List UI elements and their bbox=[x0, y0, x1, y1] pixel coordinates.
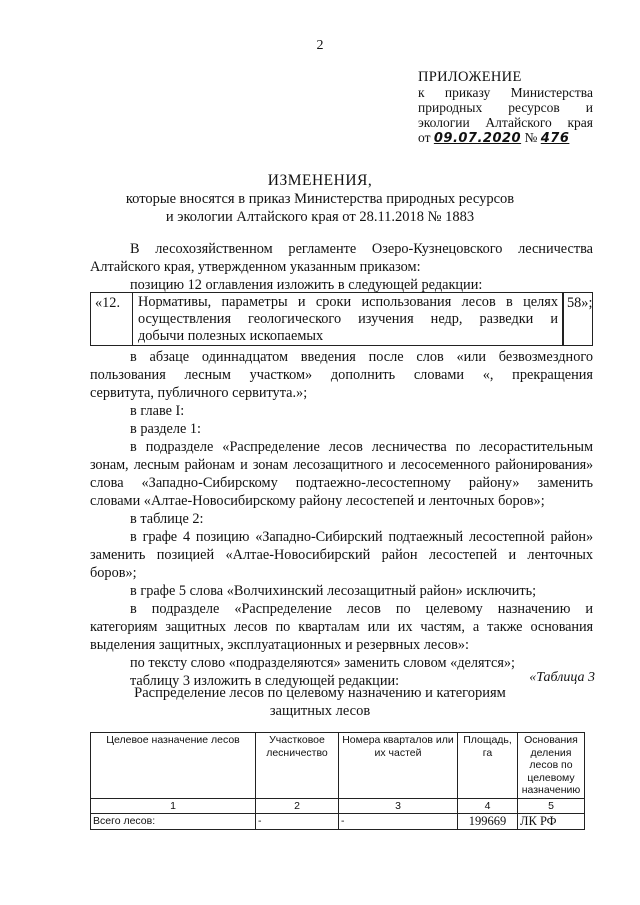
header-quarters: Номера кварталов или их частей bbox=[339, 733, 458, 799]
cell-quarters: - bbox=[339, 814, 458, 830]
para2-line-3: слова «Западно-Сибирскому подтаежно-лесостепному району» заменить bbox=[90, 475, 593, 491]
handwritten-number: 476 bbox=[540, 131, 570, 146]
col-number-3: 3 bbox=[339, 798, 458, 814]
appendix-line-1: к приказу Министерства bbox=[418, 85, 593, 100]
toc-text-line-1: Нормативы, параметры и сроки использования лесов в целях bbox=[138, 294, 558, 310]
toc-number: «12. bbox=[90, 292, 132, 346]
col-number-1: 1 bbox=[91, 798, 256, 814]
header-forestry: Участковое лесничество bbox=[256, 733, 339, 799]
chapter-line: в главе I: bbox=[130, 403, 185, 419]
col-number-5: 5 bbox=[518, 798, 585, 814]
cell-basis: ЛК РФ bbox=[518, 814, 585, 830]
appendix-date-line bbox=[418, 130, 593, 146]
toc-table bbox=[90, 292, 593, 346]
header-purpose: Целевое назначение лесов bbox=[91, 733, 256, 799]
para1-line-2: пользования лесным участком» дополнить словами «, прекращения bbox=[90, 367, 593, 383]
document-title: ИЗМЕНЕНИЯ, bbox=[267, 172, 373, 189]
document-subtitle bbox=[60, 190, 580, 226]
header-basis: Основания деления лесов по целевому назначению bbox=[518, 733, 585, 799]
table3-numbers-row bbox=[91, 798, 585, 814]
appendix-block bbox=[418, 70, 593, 146]
header-area: Площадь, га bbox=[458, 733, 518, 799]
para5-line-2: категориям защитных лесов по кварталам или их частям, а также основания bbox=[90, 619, 593, 635]
table3-title bbox=[100, 684, 540, 720]
table2-line: в таблице 2: bbox=[130, 511, 204, 527]
para1-line-1: в абзаце одиннадцатом введения после слов «или безвозмездного bbox=[130, 349, 593, 365]
table3-title-line-1: Распределение лесов по целевому назначению и категориям bbox=[134, 685, 506, 701]
toc-text bbox=[132, 292, 563, 346]
handwritten-date: 09.07.2020 bbox=[433, 131, 522, 146]
toc-page: 58»; bbox=[563, 292, 593, 346]
table3-title-line-2: защитных лесов bbox=[269, 703, 371, 719]
para5-line-3: выделения защитных, эксплуатационных и резервных лесов»: bbox=[90, 637, 469, 653]
col-number-2: 2 bbox=[256, 798, 339, 814]
cell-area: 199669 bbox=[458, 814, 518, 830]
section-line: в разделе 1: bbox=[130, 421, 202, 437]
subtitle-line-2: и экологии Алтайского края от 28.11.2018 № 1883 bbox=[165, 209, 475, 225]
table3-label: «Таблица 3 bbox=[529, 670, 595, 685]
subtitle-line-1: которые вносятся в приказ Министерства природных ресурсов bbox=[125, 191, 515, 207]
table3-header-row bbox=[91, 733, 585, 799]
para3-line-2: заменить позицией «Алтае-Новосибирский район лесостепей и ленточных bbox=[90, 547, 593, 563]
number-prefix: № bbox=[524, 130, 538, 145]
para7-line: таблицу 3 изложить в следующей редакции: bbox=[130, 673, 400, 689]
cell-forestry: - bbox=[256, 814, 339, 830]
para4-line: в графе 5 слова «Волчихинский лесозащитный район» исключить; bbox=[130, 583, 537, 599]
date-prefix: от bbox=[418, 130, 431, 145]
page-number: 2 bbox=[316, 38, 324, 53]
table3 bbox=[90, 732, 585, 830]
toc-intro: позицию 12 оглавления изложить в следующей редакции: bbox=[130, 277, 483, 293]
para2-line-2: зонам, лесным районам и зонам лесозащитного и лесосеменного районирования» bbox=[90, 457, 593, 473]
intro-line-2: Алтайского края, утвержденном указанным приказом: bbox=[90, 259, 421, 275]
toc-text-line-3: добычи полезных ископаемых bbox=[138, 328, 324, 344]
cell-purpose: Всего лесов: bbox=[91, 814, 256, 830]
para1-line-3: сервитута, публичного сервитута.»; bbox=[90, 385, 308, 401]
toc-text-line-2: осуществления геологического изучения недр, разведки и bbox=[138, 311, 558, 327]
table-row bbox=[91, 814, 585, 830]
para6-line: по тексту слово «подразделяются» заменить словом «делятся»; bbox=[130, 655, 516, 671]
para3-line-3: боров»; bbox=[90, 565, 137, 581]
para2-line-4: словами «Алтае-Новосибирскому району лесостепей и ленточных боров»; bbox=[90, 493, 545, 509]
para2-line-1: в подразделе «Распределение лесов лесничества по лесорастительным bbox=[130, 439, 593, 455]
para5-line-1: в подразделе «Распределение лесов по целевому назначению и bbox=[130, 601, 593, 617]
intro-line-1: В лесохозяйственном регламенте Озеро-Кузнецовского лесничества bbox=[130, 241, 593, 257]
col-number-4: 4 bbox=[458, 798, 518, 814]
para3-line-1: в графе 4 позицию «Западно-Сибирский подтаежный лесостепной район» bbox=[130, 529, 593, 545]
appendix-title: ПРИЛОЖЕНИЕ bbox=[418, 69, 522, 85]
appendix-line-2: природных ресурсов и bbox=[418, 100, 593, 115]
appendix-line-3: экологии Алтайского края bbox=[418, 115, 593, 130]
